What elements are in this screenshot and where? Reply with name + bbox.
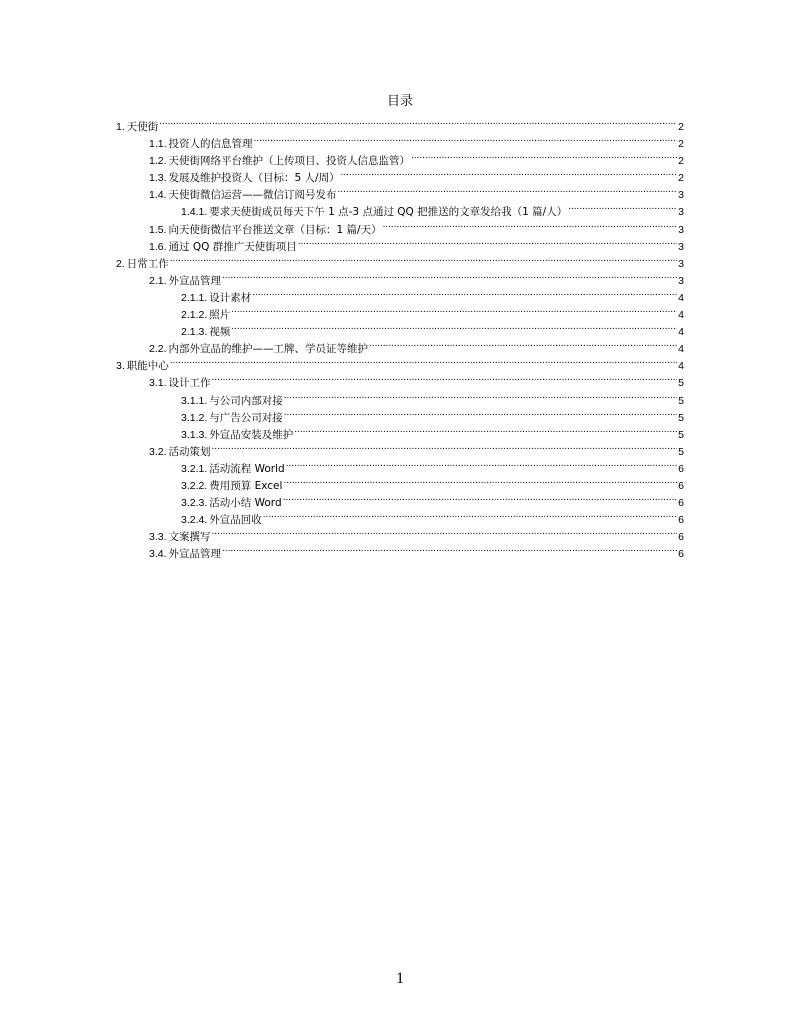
toc-entry-number: 1.4. <box>149 189 167 202</box>
toc-entry-number: 2.1.3. <box>181 326 208 339</box>
toc-entry-number: 3.3. <box>149 531 167 544</box>
toc-dot-leader <box>170 352 677 369</box>
toc-entry-page: 2 <box>678 121 684 133</box>
toc-dot-leader <box>212 438 678 455</box>
toc-entry-number: 3.2.4. <box>181 514 208 527</box>
toc-entry-page: 5 <box>678 377 684 390</box>
toc-dot-leader <box>170 250 677 267</box>
toc-entry-number: 3.2.1. <box>181 462 208 475</box>
toc-entry-title: 与广告公司对接 <box>209 411 283 424</box>
toc-entry-title: 与公司内部对接 <box>209 394 283 407</box>
toc-dot-leader <box>212 369 678 386</box>
toc-entry-page: 2 <box>678 138 684 151</box>
toc-entry-title: 设计工作 <box>168 377 211 390</box>
toc-entry-number: 2. <box>116 257 125 270</box>
toc-entry-page: 3 <box>678 189 684 202</box>
toc-entry-number: 2.2. <box>149 343 167 356</box>
toc-dot-leader <box>283 472 677 489</box>
toc-entry-title: 向天使街微信平台推送文章（目标：1 篇/天） <box>168 223 382 236</box>
toc-entry-page: 2 <box>678 172 684 185</box>
toc-entry-number: 3.1.1. <box>181 394 208 407</box>
toc-entry-number: 2.1.1. <box>181 291 208 304</box>
toc-entry[interactable] <box>116 113 684 133</box>
toc-entry-title: 文案撰写 <box>168 531 211 544</box>
toc-entry-number: 1.2. <box>149 155 167 168</box>
toc-entry-title: 费用预算 Excel <box>209 479 283 492</box>
toc-entry-number: 3.2.2. <box>181 479 208 492</box>
toc-entry-title: 活动流程 World <box>209 462 285 475</box>
toc-entry-title: 活动策划 <box>168 445 211 458</box>
toc-entry-page: 6 <box>678 479 684 492</box>
toc-entry-page: 4 <box>678 326 684 339</box>
toc-entry-title: 内部外宣品的维护——工牌、学员证等维护 <box>168 343 369 356</box>
toc-title: 目录 <box>386 94 413 109</box>
toc-entry-title: 外宣品安装及维护 <box>209 428 294 441</box>
toc-entry-page: 3 <box>678 274 684 287</box>
toc-entry-title: 视频 <box>209 326 231 339</box>
toc-entry[interactable] <box>116 130 684 151</box>
toc-entry-number: 3.4. <box>149 548 167 561</box>
page-number: 1 <box>396 970 404 987</box>
toc-entry-title: 日常工作 <box>126 257 169 270</box>
toc-entry-title: 设计素材 <box>209 291 252 304</box>
toc-dot-leader <box>338 181 678 198</box>
toc-entry-title: 外宣品管理 <box>168 274 222 287</box>
toc-dot-leader <box>231 301 677 318</box>
toc-entry-title: 投资人的信息管理 <box>168 138 253 151</box>
toc-dot-leader <box>222 267 677 284</box>
toc-dot-leader <box>411 147 677 164</box>
toc-entry-page: 4 <box>678 291 684 304</box>
toc-dot-leader <box>294 421 677 438</box>
toc-dot-leader <box>252 284 677 301</box>
toc-entry-page: 2 <box>678 155 684 168</box>
toc-entry-number: 1.4.1. <box>181 206 208 219</box>
toc-entry-page: 5 <box>678 428 684 441</box>
toc-entry-page: 3 <box>678 206 684 219</box>
toc-entry-page: 5 <box>678 411 684 424</box>
toc-dot-leader <box>369 335 677 352</box>
toc-entry-number: 2.1.2. <box>181 309 208 322</box>
toc-entry-number: 3.2.3. <box>181 497 208 510</box>
toc-entry-page: 5 <box>678 394 684 407</box>
toc-entry-number: 3.1.3. <box>181 428 208 441</box>
toc-entry-page: 6 <box>678 514 684 527</box>
toc-entry-page: 6 <box>678 531 684 544</box>
toc-dot-leader <box>254 130 678 147</box>
toc-entry-page: 4 <box>678 309 684 322</box>
toc-entry-title: 职能中心 <box>126 360 169 373</box>
toc-entry[interactable] <box>116 369 684 390</box>
toc-dot-leader <box>159 113 677 130</box>
toc-entry-page: 5 <box>678 445 684 458</box>
toc-entry-title: 照片 <box>209 309 231 322</box>
toc-entry-page: 6 <box>678 462 684 475</box>
toc-entry-title: 活动小结 Word <box>209 497 282 510</box>
toc-dot-leader <box>298 233 677 250</box>
toc-entry-number: 1.3. <box>149 172 167 185</box>
toc-entry-title: 天使街网络平台维护（上传项目、投资人信息监管） <box>168 155 411 168</box>
toc-dot-leader <box>568 198 677 215</box>
toc-entry-number: 1.6. <box>149 240 167 253</box>
toc-dot-leader <box>284 404 677 421</box>
toc-dot-leader <box>284 387 677 404</box>
toc-entry-title: 天使街 <box>126 121 159 133</box>
toc-dot-leader <box>286 455 677 472</box>
toc-entry-number: 1.5. <box>149 223 167 236</box>
toc-entry-number: 1. <box>116 121 125 133</box>
toc-dot-leader <box>283 489 678 506</box>
toc-entry-title: 发展及维护投资人（目标：5 人/周） <box>168 172 340 185</box>
toc-entry-page: 3 <box>678 257 684 270</box>
toc-entry-title: 外宣品管理 <box>168 548 222 561</box>
toc-entry[interactable] <box>116 352 684 373</box>
toc-entry-page: 4 <box>678 343 684 356</box>
toc-entry[interactable] <box>116 267 684 287</box>
toc-dot-leader <box>212 523 678 540</box>
toc-entry-title: 要求天使街成员每天下午 1 点-3 点通过 QQ 把推送的文章发给我（1 篇/人） <box>209 206 568 219</box>
toc-entry-page: 4 <box>678 360 684 373</box>
toc-entry-page: 6 <box>678 548 684 561</box>
toc-entry-number: 3.1.2. <box>181 411 208 424</box>
toc-entry-title: 外宣品回收 <box>209 514 262 527</box>
toc-dot-leader <box>383 216 678 233</box>
toc-dot-leader <box>341 164 678 181</box>
toc-dot-leader <box>263 506 677 523</box>
toc-entry-number: 3.1. <box>149 377 167 390</box>
toc-entry-number: 3.2. <box>149 445 167 458</box>
toc-entry[interactable] <box>116 250 684 270</box>
toc-entry-number: 2.1. <box>149 274 167 287</box>
toc-entry-page: 6 <box>678 497 684 510</box>
toc-entry-page: 3 <box>678 223 684 236</box>
table-of-contents <box>116 113 684 561</box>
toc-entry-page: 3 <box>678 240 684 253</box>
toc-dot-leader <box>231 318 677 335</box>
toc-entry-title: 天使街微信运营——微信订阅号发布 <box>168 189 337 202</box>
toc-entry-number: 3. <box>116 360 125 373</box>
toc-entry-number: 1.1. <box>149 138 167 151</box>
toc-entry-title: 通过 QQ 群推广天使街项目 <box>168 240 297 253</box>
toc-dot-leader <box>222 540 677 557</box>
